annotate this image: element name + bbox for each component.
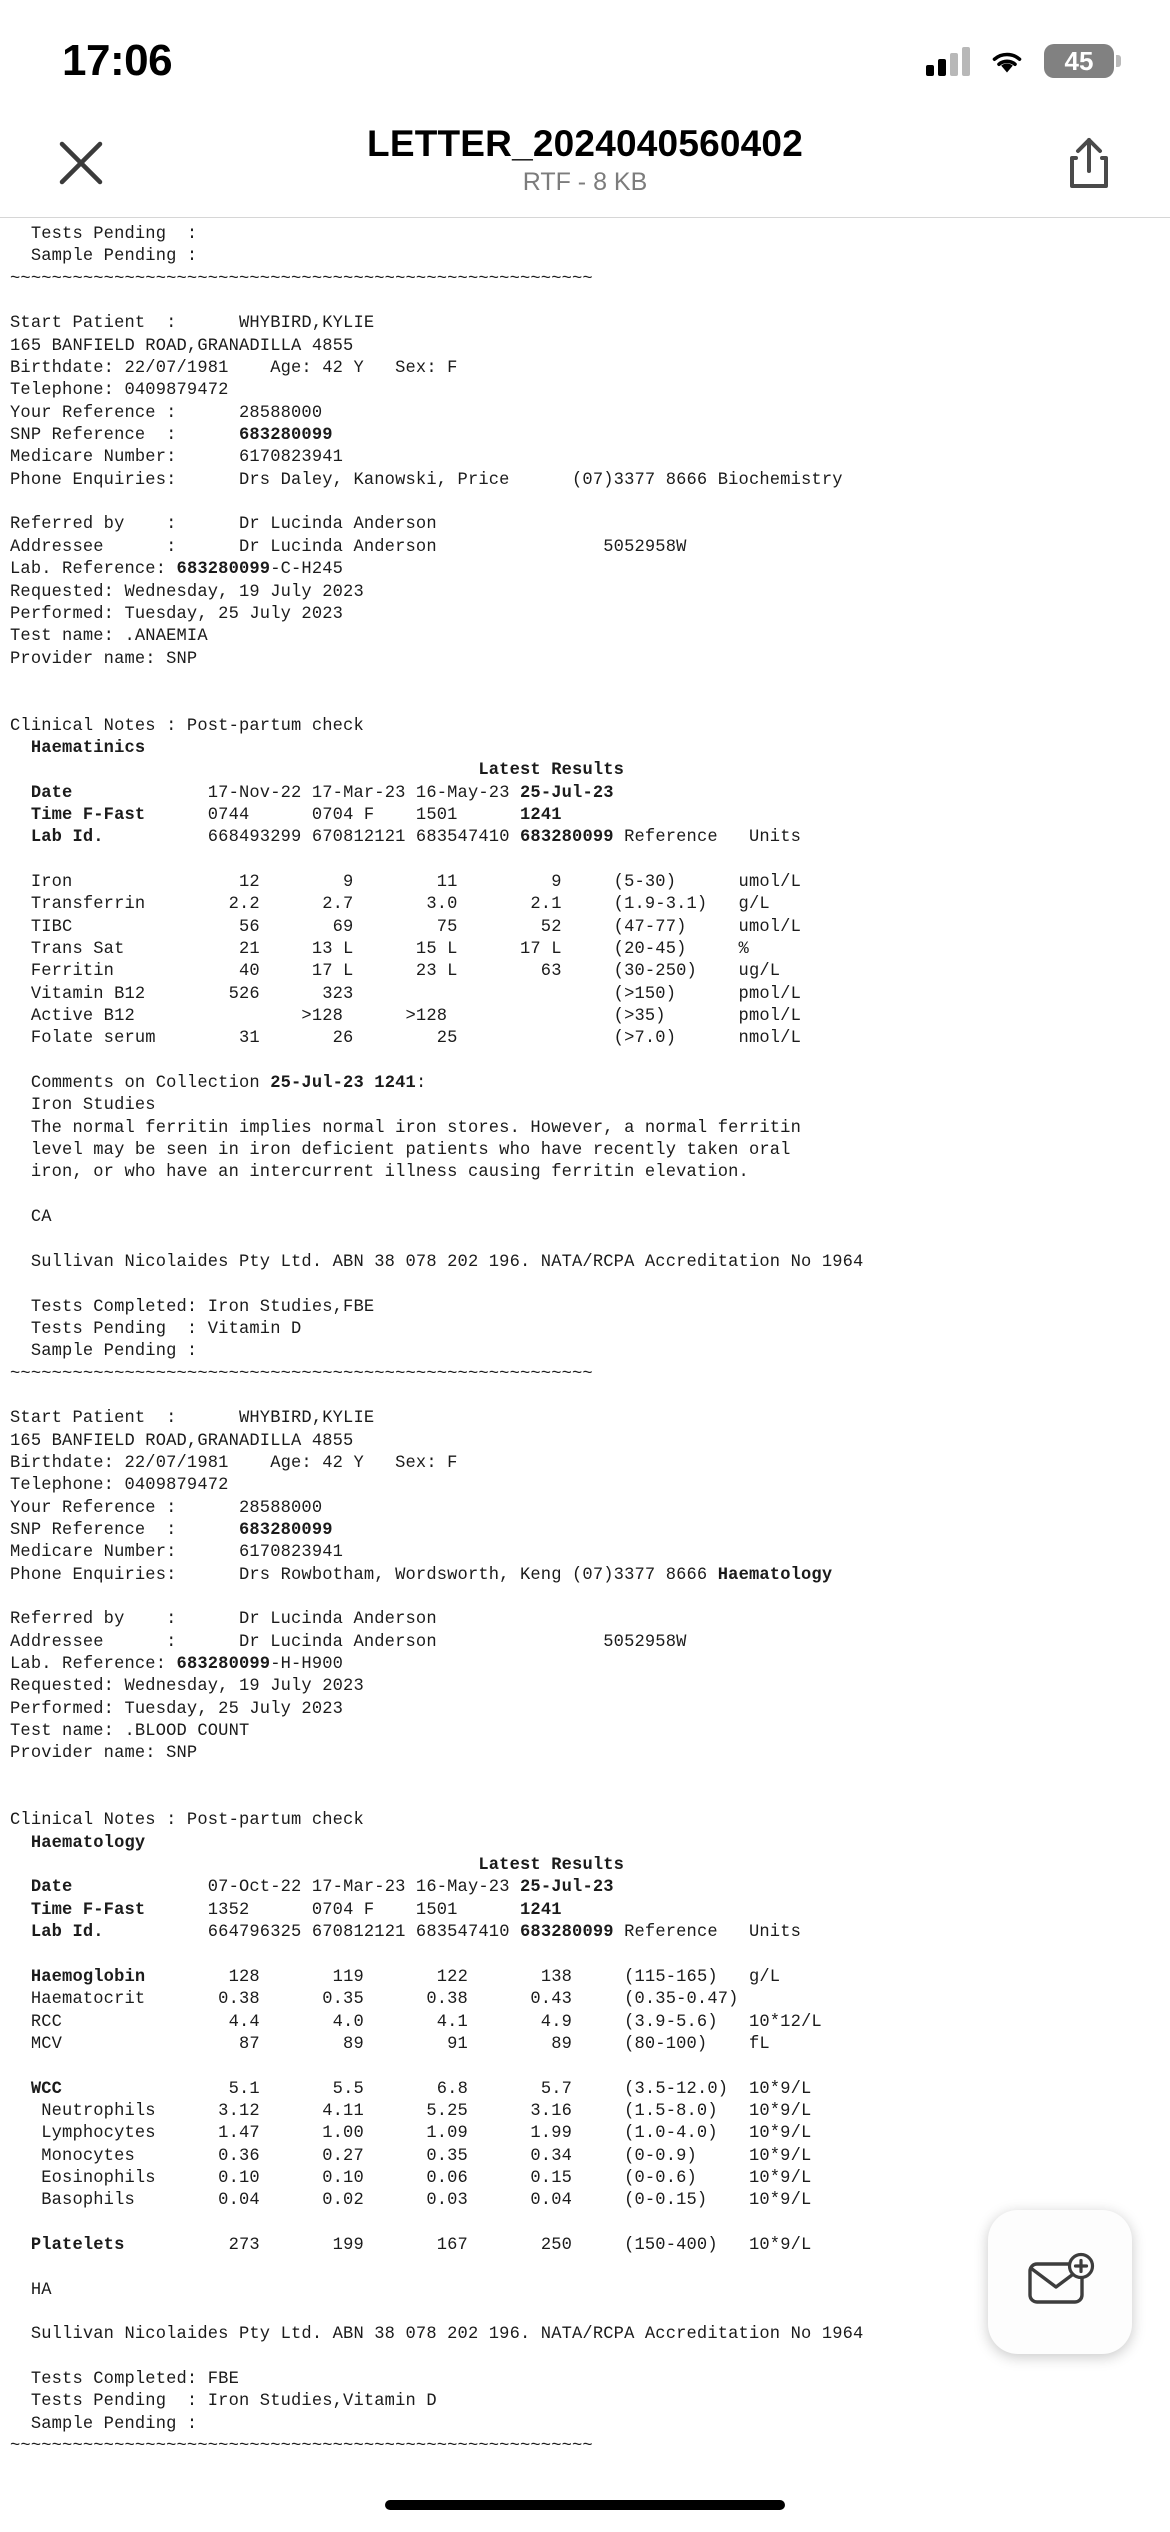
file-meta: RTF - 8 KB xyxy=(522,168,648,197)
document-scroll-area[interactable] xyxy=(0,218,1170,2470)
status-indicators xyxy=(926,44,1114,78)
document-text: Tests Pending : Sample Pending : ~~~~~~~~~~~~~~~~~~~~~~~~~~~~~~~~~~~~~~~~~~~~~~~~~~~~~~~~ Start Patient : WHYBIRD,KYLIE 165 BANFIELD ROAD,GRANADILLA 4855 Birthdate: 22/07/1981 Age: 42 Y Sex: F Telephone: 0409879472 Your Reference : 28588000 SNP Reference : 683280099 Medicare Number: 6170823941 Phone Enquiries: Drs Daley, Kanowski, Price (07)3377 8666 Biochemistry Referred by : Dr Lucinda Anderson Addressee : Dr Lucinda Anderson 5052958W Lab. Reference: 683280099-C-H245 Requested: Wednesday, 19 July 2023 Performed: Tuesday, 25 July 2023 Test name: .ANAEMIA Provider name: SNP Clinical Notes : Post-partum check Haematinics Latest Results Date 17-Nov-22 17-Mar-23 16-May-23 25-Jul-23 Time F-Fast 0744 0704 F 1501 1241 Lab Id. 668493299 670812121 683547410 683280099 Reference Units Iron 12 9 11 9 (5-30) umol/L Transferrin 2.2 2.7 3.0 2.1 (1.9-3.1) g/L TIBC 56 69 75 52 (47-77) umol/L Trans Sat 21 13 L 15 L 17 L (20-45) % Ferritin 40 17 L 23 L 63 (30-250) ug/L Vitamin B12 526 323 (>150) pmol/L Active B12 >128 >128 (>35) pmol/L Folate serum 31 26 25 (>7.0) nmol/L Comments on Collection 25-Jul-23 1241: Iron Studies The normal ferritin implies normal iron stores. However, a normal ferritin level may be seen in iron deficient patients who have recently taken oral iron, or who have an intercurrent illness causing ferritin elevation. CA Sullivan Nicolaides Pty Ltd. ABN 38 078 202 196. NATA/RCPA Accreditation No 1964 Tests Completed: Iron Studies,FBE Tests Pending : Vitamin D Sample Pending : ~~~~~~~~~~~~~~~~~~~~~~~~~~~~~~~~~~~~~~~~~~~~~~~~~~~~~~~~ Start Patient : WHYBIRD,KYLIE 165 BANFIELD ROAD,GRANADILLA 4855 Birthdate: 22/07/1981 Age: 42 Y Sex: F Telephone: 0409879472 Your Reference : 28588000 SNP Reference : 683280099 Medicare Number: 6170823941 Phone Enquiries: Drs Rowbotham, Wordsworth, Keng (07)3377 8666 Haematology Referred by : Dr Lucinda Anderson Addressee : Dr Lucinda Anderson 5052958W Lab. Reference: 683280099-H-H900 Requested: Wednesday, 19 July 2023 Performed: Tuesday, 25 July 2023 Test name: .BLOOD COUNT Provider name: SNP Clinical Notes : Post-partum check Haematology Latest Results Date 07-Oct-22 17-Mar-23 16-May-23 25-Jul-23 Time F-Fast 1352 0704 F 1501 1241 Lab Id. 664796325 670812121 683547410 683280099 Reference Units Haemoglobin 128 119 122 138 (115-165) g/L Haematocrit 0.38 0.35 0.38 0.43 (0.35-0.47) RCC 4.4 4.0 4.1 4.9 (3.9-5.6) 10*12/L MCV 87 89 91 89 (80-100) fL WCC 5.1 5.5 6.8 5.7 (3.5-12.0) 10*9/L Neutrophils 3.12 4.11 5.25 3.16 (1.5-8.0) 10*9/L Lymphocytes 1.47 1.00 1.09 1.99 (1.0-4.0) 10*9/L Monocytes 0.36 0.27 0.35 0.34 (0-0.9) 10*9/L Eosinophils 0.10 0.10 0.06 0.15 (0-0.6) 10*9/L Basophils 0.04 0.02 0.03 0.04 (0-0.15) 10*9/L Platelets 273 199 167 250 (150-400) 10*9/L HA Sullivan Nicolaides Pty Ltd. ABN 38 078 202 196. NATA/RCPA Accreditation No 1964 Tests Completed: FBE Tests Pending : Iron Studies,Vitamin D Sample Pending : ~~~~~~~~~~~~~~~~~~~~~~~~~~~~~~~~~~~~~~~~~~~~~~~~~~~~~~~~ xyxy=(10,225,864,2457)
add-to-mail-button[interactable] xyxy=(988,2210,1132,2354)
cellular-signal-icon xyxy=(926,46,970,76)
close-icon[interactable] xyxy=(46,128,116,198)
home-indicator[interactable] xyxy=(385,2500,785,2510)
header-titles xyxy=(116,124,1054,198)
document-header xyxy=(0,108,1170,218)
status-bar xyxy=(0,0,1170,108)
share-icon[interactable] xyxy=(1054,128,1124,198)
battery-level: 45 xyxy=(1064,45,1094,76)
add-to-mail-icon xyxy=(1024,2252,1096,2312)
battery-icon xyxy=(1044,44,1114,78)
status-time: 17:06 xyxy=(62,36,173,85)
page-title: LETTER_2024040560402 xyxy=(367,122,803,164)
wifi-icon xyxy=(988,46,1026,76)
